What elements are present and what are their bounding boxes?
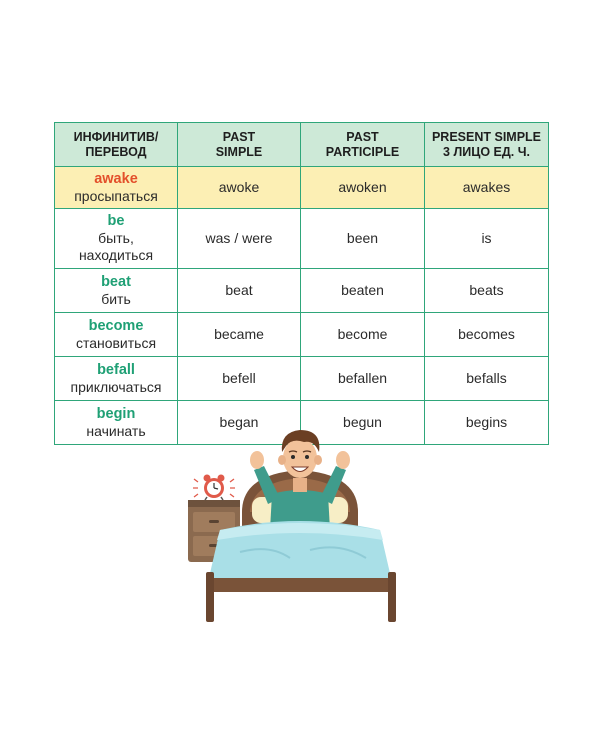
infinitive-cell: [55, 167, 178, 209]
verb-translation-line2: находиться: [78, 247, 154, 263]
past-simple-cell: beat: [178, 269, 301, 313]
past-participle-cell: beaten: [301, 269, 425, 313]
past-participle-cell: become: [301, 313, 425, 357]
infinitive-cell: [55, 209, 178, 269]
header-present-simple: [425, 123, 549, 167]
verb-translation: бить: [101, 290, 131, 307]
past-simple-cell: began: [178, 401, 301, 445]
past-simple-cell: became: [178, 313, 301, 357]
header-past-participle-line2: PARTICIPLE: [325, 144, 400, 159]
infinitive-cell: [55, 269, 178, 313]
header-past-participle: [301, 123, 425, 167]
table-row: [55, 167, 549, 209]
header-past-simple: [178, 123, 301, 167]
verb-translation: приключаться: [70, 378, 162, 395]
past-participle-cell: befallen: [301, 357, 425, 401]
verb-infinitive: become: [88, 317, 144, 334]
table-row: [55, 357, 549, 401]
infinitive-cell: [55, 313, 178, 357]
header-infinitive: [55, 123, 178, 167]
man-waking-up-in-bed-icon: [180, 412, 420, 627]
present-simple-cell: begins: [425, 401, 549, 445]
present-simple-cell: awakes: [425, 167, 549, 209]
verb-infinitive: begin: [96, 405, 136, 422]
verb-translation: просыпаться: [74, 187, 158, 204]
header-past-simple-line2: SIMPLE: [215, 144, 263, 159]
header-infinitive-line2: ПЕРЕВОД: [85, 144, 147, 159]
present-simple-cell: is: [425, 209, 549, 269]
past-simple-cell: awoke: [178, 167, 301, 209]
table-row: [55, 313, 549, 357]
past-participle-cell: begun: [301, 401, 425, 445]
header-present-simple-line1: PRESENT SIMPLE: [431, 129, 542, 144]
verb-translation: быть,: [98, 230, 134, 246]
past-participle-cell: been: [301, 209, 425, 269]
infinitive-cell: [55, 357, 178, 401]
table-row: [55, 209, 549, 269]
verb-translation: начинать: [86, 422, 146, 439]
irregular-verbs-table: [54, 122, 549, 445]
infinitive-cell: [55, 401, 178, 445]
header-present-simple-line2: 3 ЛИЦО ЕД. Ч.: [443, 144, 530, 159]
past-simple-cell: befell: [178, 357, 301, 401]
header-infinitive-line1: ИНФИНИТИВ/: [73, 129, 159, 144]
alarm-clock-icon: [193, 475, 235, 501]
header-past-participle-line1: PAST: [346, 129, 379, 144]
table-row: [55, 269, 549, 313]
verb-infinitive: beat: [101, 273, 131, 290]
verb-infinitive: be: [107, 213, 125, 229]
verb-translation: становиться: [75, 334, 157, 351]
present-simple-cell: becomes: [425, 313, 549, 357]
verb-infinitive: awake: [94, 170, 138, 187]
present-simple-cell: beats: [425, 269, 549, 313]
header-past-simple-line1: PAST: [222, 129, 256, 144]
past-simple-cell: was / were: [178, 209, 301, 269]
verb-infinitive: befall: [97, 361, 135, 378]
past-participle-cell: awoken: [301, 167, 425, 209]
present-simple-cell: befalls: [425, 357, 549, 401]
table-header-row: [55, 123, 549, 167]
